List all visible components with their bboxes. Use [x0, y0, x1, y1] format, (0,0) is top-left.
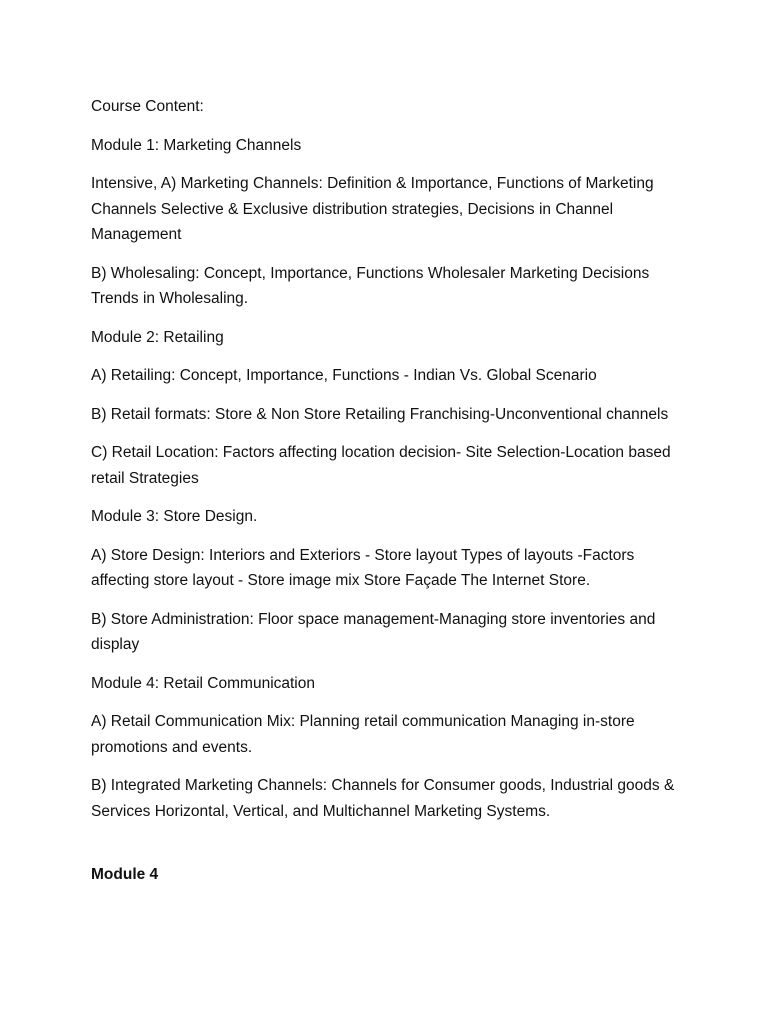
module-3-paragraph-a: A) Store Design: Interiors and Exteriors - Store layout Types of layouts -Factors affecting store layout - Store image mix Store Façade The Internet Store. — [91, 546, 635, 589]
module-1-paragraph-b: B) Wholesaling: Concept, Importance, Functions Wholesaler Marketing Decisions Trends in Wholesaling. — [91, 264, 650, 307]
course-content-heading: Course Content: — [91, 98, 204, 115]
module-2-paragraph-c: C) Retail Location: Factors affecting location decision- Site Selection-Location based retail Strategies — [91, 444, 671, 487]
module-4-paragraph-b: B) Integrated Marketing Channels: Channels for Consumer goods, Industrial goods & Services Horizontal, Vertical, and Multichannel Marketing Systems. — [91, 777, 675, 820]
module-2-title: Module 2: Retailing — [91, 328, 224, 346]
module-1-title: Module 1: Marketing Channels — [91, 136, 302, 154]
module-4-title: Module 4: Retail Communication — [91, 674, 315, 692]
module-4-bold-heading: Module 4 — [91, 866, 159, 883]
module-3-paragraph-b: B) Store Administration: Floor space management-Managing store inventories and display — [91, 610, 656, 653]
module-1-paragraph-a: Intensive, A) Marketing Channels: Definition & Importance, Functions of Marketing Channels Selective & Exclusive distribution strategies, Decisions in Channel Management — [91, 175, 654, 243]
module-2-paragraph-a: A) Retailing: Concept, Importance, Functions - Indian Vs. Global Scenario — [91, 367, 597, 384]
module-4-paragraph-a: A) Retail Communication Mix: Planning retail communication Managing in-store promotions and events. — [91, 713, 635, 756]
module-2-paragraph-b: B) Retail formats: Store & Non Store Retailing Franchising-Unconventional channels — [91, 405, 669, 423]
document-body — [91, 94, 691, 901]
module-3-title: Module 3: Store Design. — [91, 508, 258, 525]
